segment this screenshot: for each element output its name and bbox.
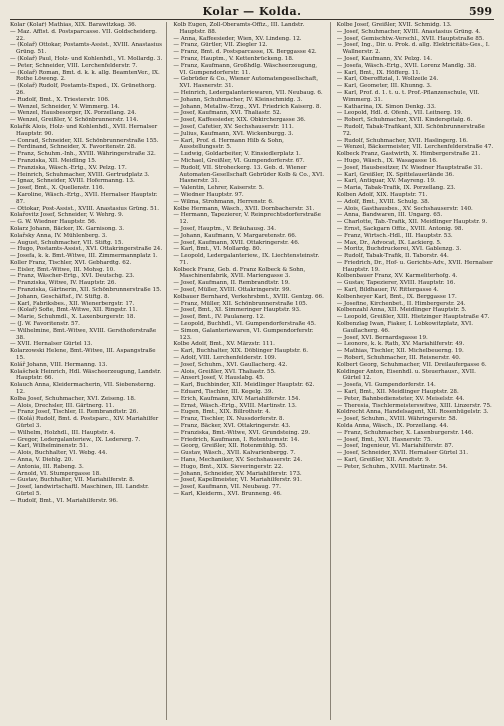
- directory-entry: — Heinrich, Schuhmacher, XVIII. Gertrudplatz 3.: [10, 171, 150, 178]
- directory-entry: — Franz Josef, Tischler, II. Rembrandtstr. 26.: [10, 409, 139, 416]
- directory-entry: — Josef, Hauptm., V. Bräuhausg. 34.: [173, 225, 276, 232]
- directory-entry: — Hermann, Tapezierer, V. Reinprechtsdorferstraße 12.: [173, 212, 321, 226]
- directory-entry: Koller Franz, Tischler, XVI. Gebhardtg. 62.: [10, 259, 132, 266]
- directory-entry: — Josefa, k. k. Bmt.-Witwe, III. Zimmermannplatz 1.: [10, 253, 158, 260]
- directory-entry: — Wiedner Hauptstr. 97.: [173, 191, 244, 198]
- directory-entry: Kolbenbauer Franz, XV. Karmeliterhofg. 4.: [336, 273, 458, 280]
- directory-entry: — Johann, Geschäftsf., IV. Stiftg. 8.: [10, 293, 110, 300]
- directory-entry: — Josef, Kaufmann, VII. Neubaug. 77.: [173, 484, 281, 491]
- directory-entry: — Josef, landwirtschaftl. Maschinen, III. Landstr. Gürtel 5.: [10, 484, 149, 497]
- directory-entry: — Robert, Schuhmacher, XVII. Kinderspitalg. 6.: [336, 117, 473, 124]
- directory-entry: — Josef, Schuhmacher, XVIII. Anastasius Grüng. 4.: [336, 28, 481, 35]
- directory-entry: — Josef, Bmt., IV. Paulanerg. 12.: [173, 314, 265, 321]
- directory-entry: — (J. W. Favoritenstr. 57.: [10, 321, 80, 328]
- directory-entry: — Hugo, Wäsch., IX. Wasagasse 16.: [336, 157, 438, 164]
- directory-entry: — Josef, Kaufmann, II. Rembrandtstr. 19.: [173, 280, 290, 287]
- directory-entry: — Franz, Wäscher-Ertg., XVI. Deutschg. 23.: [10, 273, 135, 280]
- directory-entry: — Leopold, Hdl. d. Ofenh., VII. Leitnerg. 19.: [336, 110, 463, 117]
- directory-entry: — Maria, Tabak-Trafik, IX. Porzellang. 23.: [336, 185, 456, 192]
- directory-entry: — Wenzel, Greißler, V. Schönbrunnerstr. 114.: [10, 117, 139, 124]
- directory-entry: — Karl, Prof. d. 1. t. u. t. Prof.-Pflanzenschule, VII. Wimmerg. 31.: [336, 89, 480, 103]
- directory-entry: Koldinger Anton, Eisenhdl. u. Steuerhausr., XVII. Gürtel 12.: [336, 368, 476, 382]
- directory-entry: — Anna, Kaffeesieder, Wien, XV. Lindeng. 12.: [173, 35, 302, 42]
- directory-entry: — Franziska, Gärtnerin, XII. Schönbrunnerstraße 15.: [10, 287, 162, 294]
- directory-entry: — Rudolf, Bmt., X. Triesterstr. 106.: [10, 96, 110, 103]
- directory-entry: — Adolf, Bmt., XVIII. Schulg. 38.: [336, 198, 430, 205]
- directory-entry: — Karl, Wilhelminenstr. 51.: [10, 443, 89, 450]
- directory-entry: Kolbeck Franz, Geb. d. Franz Kolbeck & Sohn, Maschinenfabrik, XVII. Mariengasse 3.: [173, 266, 306, 280]
- directory-entry: — Franziska, Wäsch.-Ertg., XV. Pelzg. 17.: [10, 164, 127, 171]
- directory-entry: — Julius, Kaufmann, XVI. Wickenburgg. 3.: [173, 130, 294, 137]
- directory-entry: Kolařik Alois, Holz- und Kohlenhdl., XVII. Hernalser Hauptstr. 90.: [10, 123, 158, 137]
- column-3: [337, 22, 494, 720]
- directory-entry: — Wenzel, Hausbesorger, IX. Porzellang. 24.: [10, 110, 137, 117]
- directory-entry: — Robert, Schuhmacher, III. Reisnerstr. 40.: [336, 355, 461, 362]
- directory-entry: Kolbert Georg, Schuhmacher, VII. Dreilaufergasse 6.: [336, 361, 487, 368]
- directory-entry: — Franz, Müller, XII. Schönbrunnerstraße 105.: [173, 300, 308, 307]
- directory-entry: — Franz, Wirtsch.-Hdl., III. Hauptstr. 53.: [336, 232, 453, 239]
- directory-entry: — Anna, Bandwaren, III. Ungarg. 65.: [336, 212, 443, 219]
- directory-entry: Kolbe Josef, Greißler, XVII. Schmidg. 13.: [336, 22, 452, 28]
- directory-entry: — Gustav, Wäsch., XVII. Kalvarienbergg. 7.: [173, 450, 296, 457]
- directory-entry: — Josef, Schuhm., XVIII. Währingerstr. 58.: [336, 416, 458, 423]
- directory-entry: — Peter, Bahnbediensteter, XV. Meiselstr. 44.: [336, 395, 465, 402]
- directory-entry: — Karl, Kleiderm., XVI. Brunneng. 46.: [173, 490, 282, 497]
- directory-entry: — (Kolař) Paul, Holz- und Kohlenhdl., VI. Mollardg. 3.: [10, 55, 163, 62]
- directory-entry: — Karl, Bmt., VI. Mollardg. 80.: [173, 246, 262, 253]
- directory-entry: — Franz, Tischler, IX. Nussdorferstr. 8.: [173, 416, 285, 423]
- directory-entry: — Karl, Oberoffizial, I. Wollzeile 24.: [336, 76, 439, 83]
- directory-entry: — Erich, Kaufmann, XIV. Mariahilferstr. 154.: [173, 395, 301, 402]
- directory-entry: — Wilhelmine, Bmt.-Witwe, XVIII. Gersthoferstraße 38.: [10, 327, 157, 341]
- directory-entry: Kolarzowski Helene, Bmt.-Witwe, III. Aspangstraße 15.: [10, 348, 156, 362]
- directory-entry: — Mathias, Tischler, XII. Michelbeuerng. 19.: [336, 348, 464, 355]
- directory-entry: — Ottokar, Post-Assist., XVIII. Anastasius Grüng. 51.: [10, 205, 160, 212]
- directory-entry: — Peter, Schneider, VIII. Lerchenfelderstr. 7.: [10, 62, 138, 69]
- directory-entry: — Rudolf, VII. Stroheckerg. 13. Geb. d. Wiener Automaten-Gesellschaft Gebrüder Kolb & Co., XVI. Hasnerstr. 31.: [173, 164, 325, 185]
- running-head: Kolar — Kolda.: [202, 5, 302, 18]
- directory-entry: — Ernst, Sackgarn Offiz., XVIII. Antonig. 98.: [336, 225, 464, 232]
- directory-entry: — Josef, Kaufmann, XVII. Ottakringerstr. 46.: [173, 239, 300, 246]
- page-number: 599: [469, 5, 492, 18]
- directory-entry: — G. W. Wiedner Hauptstr. 56.: [10, 219, 97, 226]
- directory-entry: — Eisler, Bmt.-Witwe, III. Mohsg. 10.: [10, 266, 115, 273]
- directory-entry: — Hugo, Postamts-Assist., XVI. Ottakringerstraße 24.: [10, 246, 163, 253]
- directory-entry: Kolář Johann, VIII. Hermanng. 13.: [10, 361, 108, 368]
- directory-entry: — Antonia, III. Rabeng. 3.: [10, 463, 84, 470]
- directory-entry: Koldrecht Anna, Handelsagent, XII. Rosenhügelstr. 3.: [336, 409, 489, 416]
- directory-entry: — Josef, XVI. Bernardsgasse 19.: [336, 334, 428, 341]
- directory-entry: — Josef, Hausbesitzer, IV. Wiedner Hauptstraße 31.: [336, 164, 483, 171]
- directory-entry: — Rudolf, Schuhmacher, XVII. Haslingerg. 16.: [336, 137, 468, 144]
- directory-entry: Kolbe Adolf, Bmt., XV. Märzstr. 111.: [173, 341, 275, 348]
- directory-entry: — Karl, Geometer, III. Khunng. 3.: [336, 83, 432, 90]
- directory-entry: — Heinrich, Ledergalanteriewaren, VII. Neubaug. 6.: [173, 89, 323, 96]
- directory-entry: — Simon, Galanteriewaren, VI. Gumpendorferstr. 123.: [173, 327, 314, 341]
- directory-entry: — Josef, Cafetier, XV. Sechshauserstr. 111.: [173, 123, 294, 130]
- directory-entry: — Karl, Buchbinder, XII. Meidlinger Hauptstr. 62.: [173, 382, 315, 389]
- directory-entry: — Josef, Bmt., X. Quellenstr. 116.: [10, 185, 105, 192]
- directory-entry: — Ferdinand, Schneider, X. Favoritenstr. 28.: [10, 144, 136, 151]
- directory-entry: — August, Schuhmacher, VII. Stiftg. 15.: [10, 239, 124, 246]
- directory-entry: — Ansert Josef, V. Hauslabg. 45.: [173, 375, 265, 382]
- directory-entry: — Max, Dr., Advocat, IX. Lackierg. 5.: [336, 239, 442, 246]
- directory-entry: — Josefa, Wäsch.-Ertg., XVII. Lorenz Mandlg. 38.: [336, 62, 477, 69]
- directory-entry: Kolbeck Franz, Gastwirth, X. Himbergerstraße 21.: [336, 151, 481, 158]
- directory-entry: — Theresia, Tischlermeisterswitwe, XIII. Linzerstr. 75.: [336, 402, 492, 409]
- directory-entry: — Josef, Schneider, XVII. Hernalser Gürtel 31.: [336, 450, 469, 457]
- directory-entry: Kolda Anna, Wäsch., IX. Porzellang. 44.: [336, 423, 449, 430]
- directory-entry: — Franz, Schuhm.-Inh., XVIII. Währingerstraße 32.: [10, 151, 156, 158]
- directory-entry: — Leopold, Buchhdl., VI. Gumpendorferstraße 45.: [173, 321, 316, 328]
- directory-entry: — Wenzel, Bäckermeister, VII. Lerchenfelderstraße 47.: [336, 144, 494, 151]
- directory-entry: — Josef, Kaufmann, XV. Pelzg. 14.: [336, 55, 433, 62]
- directory-entry: — Franz, Schuhmacher, X. Laxenburgerstr. 146.: [336, 429, 474, 436]
- directory-entry: — Karl, Greißler, IX. Spittelauerlände 36.: [336, 171, 455, 178]
- directory-entry: — Franz, Hauptm., V. Kettenbrückeng. 18.: [173, 55, 294, 62]
- directory-entry: — Hugo, Bmt., XIX. Sieveringerstr. 22.: [173, 463, 284, 470]
- directory-entry: — Josef, Schuhm., XVI. Gaullacherg. 42.: [173, 361, 288, 368]
- directory-entry: — Anna, V. Diehlg. 20.: [10, 457, 74, 463]
- directory-entry: — Alois, Drechsler, III. Gärtnerg. 11.: [10, 402, 115, 409]
- header-rule: [10, 19, 494, 20]
- directory-entry: — Karl, Antiquar, XV. Mayreng. 19.: [336, 178, 436, 185]
- directory-entry: — Peter, Schuhm., XVIII. Martinstr. 54.: [336, 463, 448, 470]
- directory-entry: — Friedrich, Dr., Hof- u. Gerichts-Adv., XVII. Hernalser Hauptstr. 19.: [336, 259, 493, 273]
- directory-entry: — Karl, Greißler, XII. Arndtstr. 9.: [336, 457, 431, 463]
- directory-entry: — Rudolf, Tabak-Trafikant, XII. Schönbrunnerstraße 72.: [336, 123, 485, 137]
- directory-entry: — XVII. Hernalser Gürtel 13.: [10, 341, 93, 348]
- directory-entry: — Johann, Kaufmann, V. Margaretenstr. 66.: [173, 232, 297, 239]
- directory-entry: — Charlotte, Tab.-Trafik, XII. Meidlinger Hauptstr. 9.: [336, 219, 488, 226]
- directory-entry: Kolbauer Bernhard, Verkehrsbmt., XVIII. Gentzg. 66.: [173, 293, 324, 300]
- directory-entry: Kolašchek Heinrich, Hdl. Wäscheerzeugung, Landstr. Hauptstr. 66.: [10, 368, 162, 382]
- directory-entry: Kolbe Hermann, Wäsch., XVII. Dornbacherstr. 31.: [173, 205, 315, 212]
- directory-entry: — Alois, Gasthausbes., XV. Sechshauserstr. 140.: [336, 205, 473, 212]
- directory-entry: — Friedrich, Kaufmann, I. Rotenturmstr. 14.: [173, 436, 300, 443]
- directory-entry: — Wilhelm, Holzhdl., III. Hauptstr. 4.: [10, 429, 116, 436]
- directory-entry: — Leonore, k. k. Rath, XV. Mariahilferstr. 49.: [336, 341, 465, 348]
- directory-entry: — Karl, Prof. d. Hermann Hilb & Sohn, Ausstellungsstr. 5.: [173, 137, 284, 151]
- directory-entry: — Franziska, Witwe, IV. Hauptstr. 26.: [10, 280, 117, 287]
- directory-entry: — Josefine, Kirchenbet., II. Himbergerstr. 24.: [336, 300, 466, 307]
- directory-entry: — Ernst, Wäsch.-Ertg., XVIII. Martinstr. 13.: [173, 402, 297, 409]
- directory-entry: Kolarz Johann, Bäcker, IX. Garnisong. 3.: [10, 225, 125, 232]
- directory-entry: — Ludwig, Goldarbeiter, V. Einsiedlerplatz 1.: [173, 151, 301, 158]
- directory-entry: — (Kolař) Sofie, Bmt.-Witwe, XII. Ringstr. 11.: [10, 307, 138, 314]
- directory-entry: Kolbenzlag Iwan, Fiaker, I. Lobkowitzplatz, XVI. Gaullacherg. 46.: [336, 321, 474, 334]
- directory-entry: — (Kolař) Roman, Bmt. d. k. k. allg. BeamtenVer., IX. Rothe Löweng. 2.: [10, 69, 160, 83]
- directory-entry: — Adolf, VIII. Lerchenfelderstr. 109.: [173, 355, 277, 362]
- directory-entry: — Ignaz, Schneider, XVIII. Hofermanng. 13.: [10, 178, 135, 185]
- directory-entry: — Alois, Buchhalter, VI. Webg. 44.: [10, 450, 108, 457]
- directory-entry: — Wenzel, Schneider, V. Wimmerg. 14.: [10, 103, 120, 110]
- directory-entry: — Michael, Greißler, VI. Gumpendorferstr. 67.: [173, 157, 305, 164]
- directory-entry: — Franziska, Bmt.-Witwe, XVI. Grundsteing. 29.: [173, 429, 311, 436]
- directory-entry: Kolbenheyer Karl, Bmt., IX. Berggasse 17.: [336, 293, 457, 300]
- directory-entry: — Georg, Greißler, XII. Rotenmühlg. 55.: [173, 443, 288, 450]
- directory-entry: — Maz. Affist. d. Postsparcasse. VII. Goldscheiderg. 22.: [10, 28, 157, 42]
- directory-entry: — Alois, Greißler, XVI. Thaliastr. 55.: [173, 368, 276, 375]
- directory-entry: — Eduard, Tischler, III. Kegelg. 39.: [173, 389, 274, 396]
- directory-columns: [10, 22, 494, 720]
- directory-entry: — Josef, Bmt., XI. Simmeringer Hauptstr. 93.: [173, 307, 301, 314]
- directory-entry: Kolb Eugen, Zoll-Oberamts-Offiz., III. Landstr. Hauptstr. 88.: [173, 22, 305, 35]
- directory-entry: Kolařovitz Josef, Schneider, V. Wehrg. 9.: [10, 212, 124, 219]
- directory-entry: — Eugen, Bmt., XIX. Billrothstr. 4.: [173, 409, 271, 416]
- directory-entry: — Gebrüder & Co., Wiener Automatengesellschaft, XVI. Hasnerstr. 31.: [173, 76, 319, 90]
- directory-entry: — Karl, Bmt., XII. Meidlinger Hauptstr. 28.: [336, 389, 459, 396]
- directory-entry: — Arnold, VI. Stumpergasse 18.: [10, 470, 101, 477]
- directory-entry: — Josef, Müller, XVIII. Ottakringerstr. 99.: [173, 287, 292, 294]
- directory-entry: — Rudolf, Tabak-Trafik, II. Taborstr. 44.: [336, 253, 449, 260]
- directory-entry: Kolben Adolf, XIX. Hauptstr. 71.: [336, 191, 428, 198]
- directory-entry: — Karl, Bmt., IX. Höfferg. 11.: [336, 69, 421, 76]
- directory-entry: — Josef, Bmt., XVI. Hasnerstr. 75.: [336, 436, 433, 443]
- directory-entry: — Wilma, Strohmann, Herrenstr. 6.: [173, 198, 274, 205]
- directory-entry: — Gustav, Buchhalter, VII. Mariahilferstr. 8.: [10, 477, 135, 484]
- directory-entry: Kolbenzahl Anna, XII. Meidlinger Hauptstr. 5.: [336, 307, 467, 314]
- directory-entry: — Josef, Ing., Dir. u. Prok. d. allg. Elektricitäts-Ges., I. Wallnerstr. 2.: [336, 42, 490, 56]
- directory-entry: — Josef, Kapellmeister, VI. Mariahilferstr. 91.: [173, 477, 302, 484]
- column-1: [10, 22, 167, 720]
- directory-entry: — Gustav, Tapezierer, XVIII. Hauptstr. 16.: [336, 280, 456, 287]
- directory-entry: — Franz, Bmt. d. Postsparcasse, IX. Berggasse 42.: [173, 49, 317, 56]
- page-header: [10, 4, 494, 18]
- directory-entry: — Josef, Gemischtw.-Verschl., XVII. Hauptstraße 85.: [336, 35, 485, 42]
- directory-entry: — Karl, Fabriksbes., XII. Wienerbergstr. 17.: [10, 300, 135, 307]
- directory-entry: — Johann, Schuhmacher, IV. Kleinschmidg. 3.: [173, 96, 303, 103]
- directory-entry: — Franz, Bäcker, XVI. Ottakringerstr. 43.: [173, 423, 291, 430]
- directory-entry: — Gregor, Ledergalanteriew., IX. Ledererg. 7.: [10, 436, 141, 443]
- directory-entry: — Karl, Buchhalter, XIX. Döblinger Hauptstr. 6.: [173, 348, 308, 355]
- directory-entry: — Josef, Kaufmann, XVI. Thaliastr. 52.: [173, 110, 282, 117]
- directory-entry: — Josefa, VI. Gumpendorferstr. 14.: [336, 382, 436, 389]
- directory-entry: — Johann, Metallw.-Erzg., XVI. Friedrich Kaiserg. 8.: [173, 103, 322, 110]
- column-2: [173, 22, 330, 720]
- directory-entry: — Katharina, IX. Simon Denkg. 33.: [336, 103, 436, 110]
- directory-entry: — (Kolá) Rudolf, Bmt. d. Postsparc., XIV. Mariahilfer Gürtel 3.: [10, 416, 159, 430]
- directory-entry: — Josef, Ingenieur, VI. Mariahilferstr. 87.: [336, 443, 454, 450]
- directory-entry: — Moritz, Buchdruckerei, XVI. Gablenzg. 3.: [336, 246, 462, 253]
- directory-entry: — (Kolař) Rudolf, Postamts-Exped., IX. Grünethorg. 26.: [10, 83, 157, 96]
- directory-entry: — Franz, Kaufmann, Großhdlg. Wäscheerzeugung, VI. Gumpendorferstr. 11.: [173, 62, 318, 76]
- directory-entry: — Franziska, XII. Meidling 15.: [10, 157, 97, 164]
- directory-entry: — Conrad, Schneider, XII. Schönbrunnerstraße 155.: [10, 137, 159, 144]
- directory-entry: Kolar (Kolař) Mathias, XIX. Barawitzkag. 36.: [10, 22, 137, 28]
- directory-entry: — Leopold, Greißler, XIII. Hietzinger Hauptstraße 47.: [336, 314, 490, 321]
- directory-entry: — Karoline, Wäsch.-Ertg., XVII. Hernalser Hauptstr. 87.: [10, 191, 158, 205]
- directory-entry: — Leopold, Ledergalanteriew., IX. Liechtensteinstr. 71.: [173, 253, 320, 266]
- directory-entry: Kolařsky Anna, IV. Mühlenberg. 3.: [10, 232, 108, 239]
- directory-entry: Kolauch Anna, Kleidermacherin, VII. Siebensterng. 12.: [10, 382, 156, 396]
- directory-entry: — Rudolf, Bmt., VI. Mariahilferstr. 96.: [10, 497, 118, 504]
- directory-entry: — (Kolař) Ottokar, Postamts-Assist., XVIII. Anastasius Grüng. 51.: [10, 42, 162, 56]
- directory-entry: — Johann, Schneider, XV. Mariahilferstr. 173.: [173, 470, 302, 477]
- directory-entry: — Hans, Mechaniker, XV. Sechshauserstr. 24.: [173, 457, 303, 463]
- directory-entry: — Valentin, Lehrer, Kaiserstr. 5.: [173, 185, 264, 192]
- directory-entry: — Franz, Gürtler, VII. Ziegler 12.: [173, 42, 268, 49]
- directory-entry: — Josef, Kaffeesieder, XIX. Obkirchergasse 36.: [173, 117, 306, 124]
- directory-entry: — Marie, Schuhmdl., X. Laxenburgerstr. 18.: [10, 314, 136, 321]
- directory-entry: Kolba Josef, Schuhmacher, XVI. Zeiseng. 18.: [10, 395, 136, 402]
- directory-entry: — Karl, Bildhauer, IV. Rittergasse 4.: [336, 287, 439, 294]
